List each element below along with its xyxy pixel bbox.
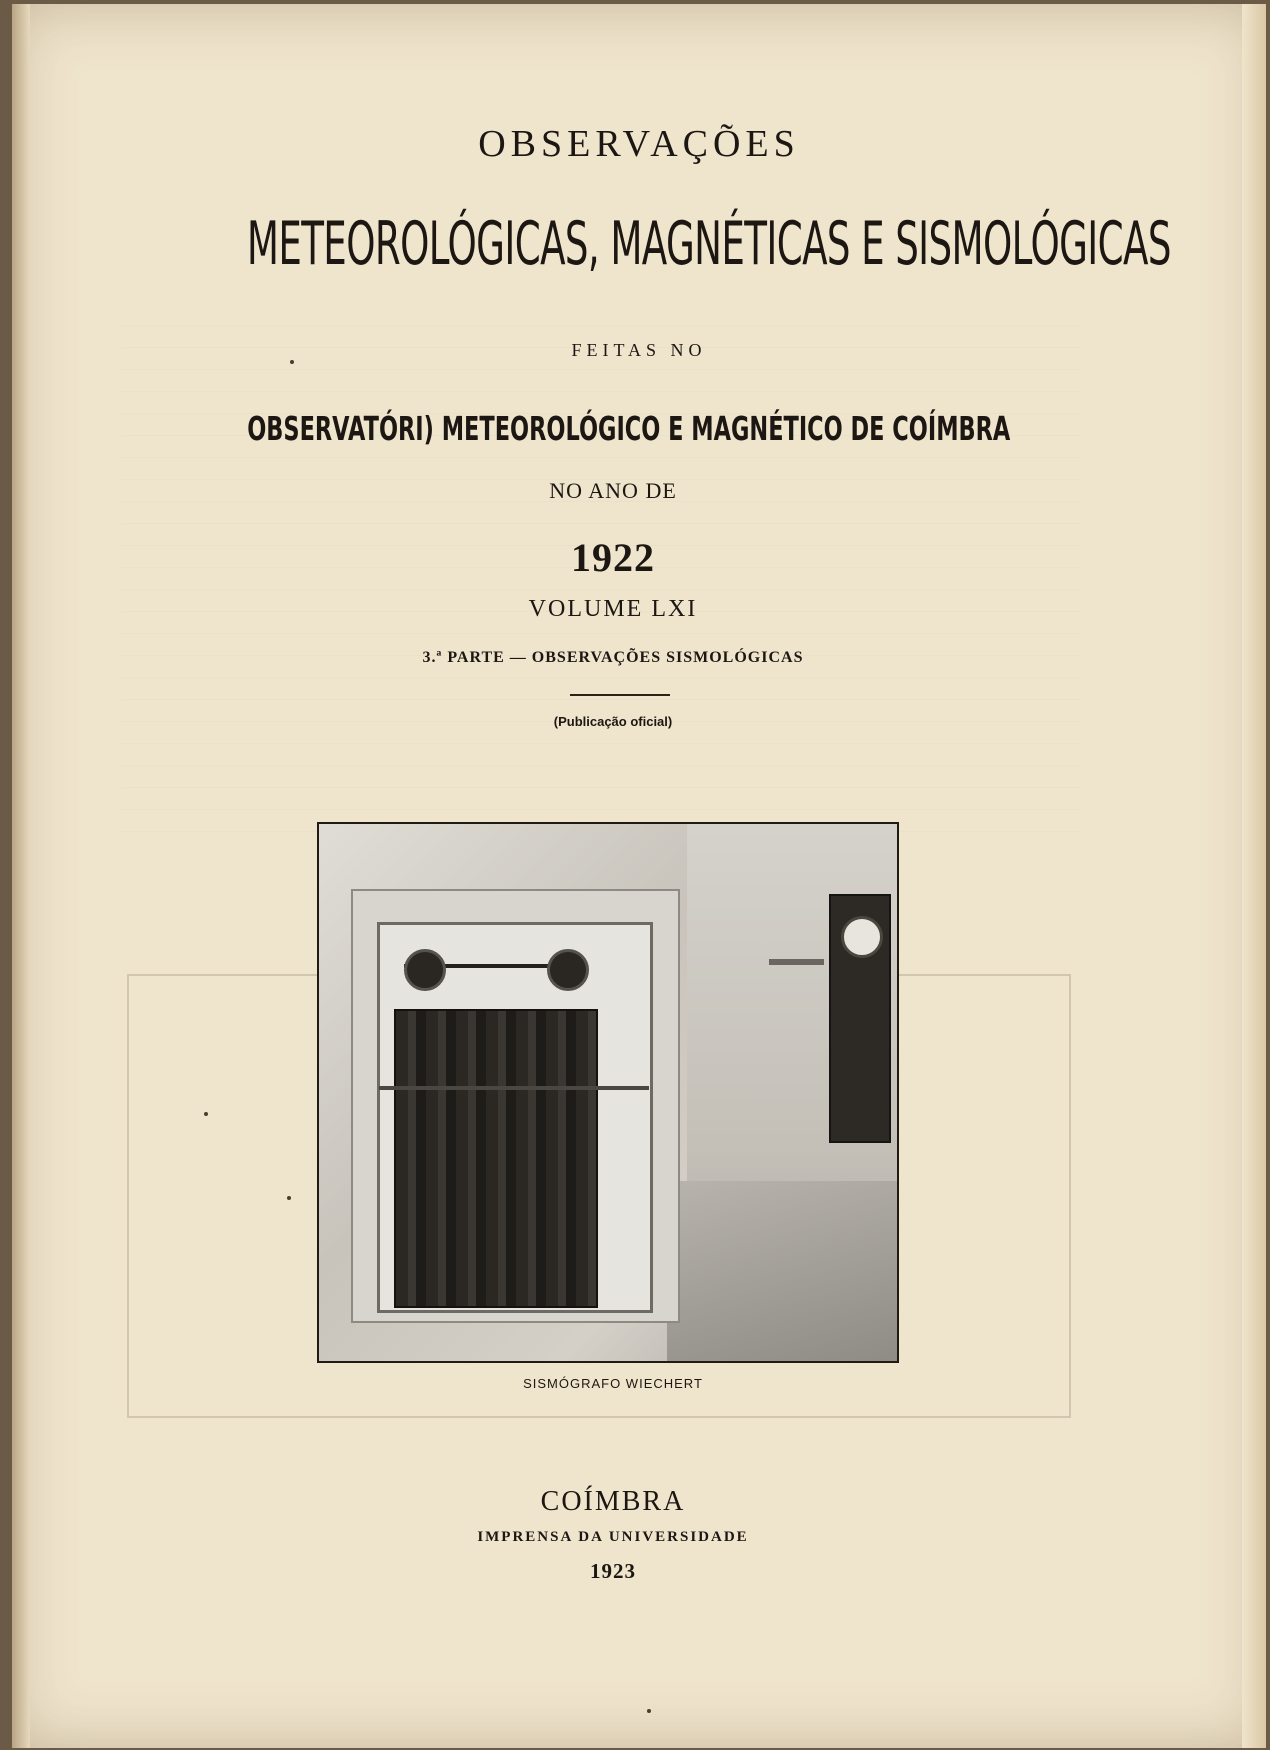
divider-rule	[570, 694, 670, 696]
ink-speck	[647, 1709, 651, 1713]
observation-year: 1922	[571, 535, 655, 580]
seismograph-photo	[317, 822, 899, 1363]
year-label: NO ANO DE	[549, 478, 677, 503]
photo-seismograph-body	[394, 1009, 598, 1308]
photo-knob-right	[547, 949, 589, 991]
page-edge	[1242, 4, 1266, 1748]
photo-floor	[667, 1181, 897, 1361]
photo-wall-clock	[829, 894, 891, 1143]
part-title: 3.ª PARTE — OBSERVAÇÕES SISMOLÓGICAS	[422, 649, 804, 666]
institution-name: OBSERVATÓRI) METEOROLÓGICO E MAGNÉTICO DE COÍMBRA	[247, 409, 1011, 448]
ink-speck	[204, 1112, 208, 1116]
volume-number: VOLUME LXI	[528, 596, 698, 622]
main-title: OBSERVAÇÕES	[478, 123, 800, 165]
photo-caption: SISMÓGRAFO WIECHERT	[523, 1376, 703, 1391]
ink-speck	[287, 1196, 291, 1200]
publication-year: 1923	[590, 1559, 636, 1583]
publication-note: (Publicação oficial)	[553, 714, 673, 729]
made-at-label: FEITAS NO	[571, 340, 707, 360]
publisher: IMPRENSA DA UNIVERSIDADE	[477, 1529, 749, 1545]
ink-speck	[290, 360, 294, 364]
title-page	[12, 4, 1266, 1748]
photo-knob-left	[404, 949, 446, 991]
photo-wall-shelf	[769, 959, 824, 965]
clock-face-icon	[841, 916, 883, 958]
subtitle: METEOROLÓGICAS, MAGNÉTICAS E SISMOLÓGICAS	[246, 209, 1171, 279]
photo-cross-bar	[379, 1086, 649, 1090]
publication-city: COÍMBRA	[540, 1486, 686, 1517]
